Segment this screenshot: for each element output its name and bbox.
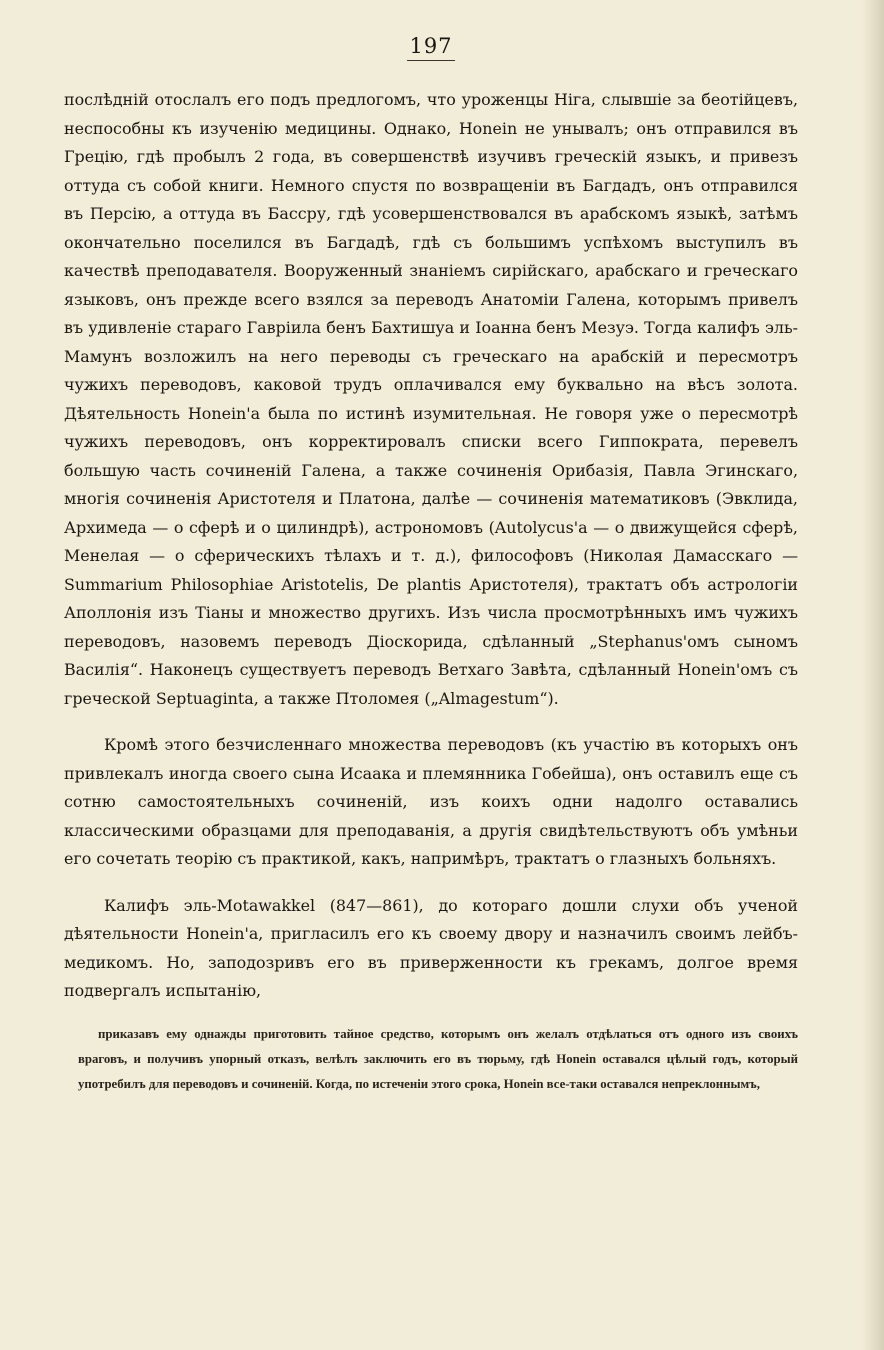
page-number-text: 197: [407, 34, 454, 61]
page-number: [64, 32, 798, 60]
paragraph-3: Калифъ эль-Motawakkel (847—861), до котораго дошли слухи объ ученой дѣятельности Honein'a, пригласилъ его къ своему двору и назначилъ своимъ лейбъ-медикомъ. Но, заподозривъ его въ приверженности къ грекамъ, долгое время подвергалъ испытанію,: [64, 895, 798, 1000]
paragraph-gap: [64, 713, 798, 731]
footnote-text: приказавъ ему однажды приготовить тайное средство, которымъ онъ желалъ отдѣлаться отъ одного изъ своихъ враговъ, и получивъ упорный отказъ, велѣлъ заключить его въ тюрьму, гдѣ Honein оставался цѣлый годъ, который употребилъ для переводовъ и сочиненій. Когда, по истеченіи этого срока, Honein все-таки оставался непреклоннымъ,: [78, 1026, 798, 1092]
page-edge-shadow: [862, 0, 884, 1350]
paragraph-1: послѣдній отослалъ его подъ предлогомъ, что уроженцы Ніга, слывшіе за беотійцевъ, неспособны къ изученію медицины. Однако, Honein не унывалъ; онъ отправился въ Грецію, гдѣ пробылъ 2 года, въ совершенствѣ изучивъ греческій языкъ, и привезъ оттуда съ собой книги. Немного спустя по возвращеніи въ Багдадъ, онъ отправился въ Персію, а оттуда въ Бассру, гдѣ усовершенствовался въ арабскомъ языкѣ, затѣмъ окончательно поселился въ Багдадѣ, гдѣ съ большимъ успѣхомъ выступилъ въ качествѣ преподавателя. Вооруженный знаніемъ сирійскаго, арабскаго и греческаго языковъ, онъ прежде всего взялся за переводъ Анатоміи Галена, которымъ привелъ въ удивленіе стараго Гавріила бенъ Бахтишуа и Іоанна бенъ Мезуэ. Тогда калифъ эль-Мамунъ возложилъ на него переводы съ греческаго на арабскій и пересмотръ чужихъ переводовъ, каковой трудъ оплачивался ему буквально на вѣсъ золота. Дѣятельность Honein'a была по истинѣ изумительная. Не говоря уже о пересмотрѣ чужихъ переводовъ, онъ корректировалъ списки всего Гиппократа, перевелъ большую часть сочиненій Галена, а также сочиненія Орибазія, Павла Эгинскаго, многія сочиненія Аристотеля и Платона, далѣе — сочиненія математиковъ (Эвклида, Архимеда — о сферѣ и о цилиндрѣ), астрономовъ (Autolycus'a — о движущейся сферѣ, Менелая — о сферическихъ тѣлахъ и т. д.), философовъ (Николая Дамасскаго — Summarium Philosophiae Aristotelis, De plantis Аристотеля), трактатъ объ астрологіи Аполлонія изъ Тіаны и множество другихъ. Изъ числа просмотрѣнныхъ имъ чужихъ переводовъ, назовемъ переводъ Діоскорида, сдѣланный „Stephanus'омъ сыномъ Василія“. Наконецъ существуетъ переводъ Ветхаго Завѣта, сдѣланный Honein'омъ съ греческой Septuaginta, а также Птоломея („Almagestum“).: [64, 90, 798, 708]
paragraph-2: Кромѣ этого безчисленнаго множества переводовъ (къ участію въ которыхъ онъ привлекалъ иногда своего сына Исаака и племянника Гобейша), онъ оставилъ еще съ сотню самостоятельныхъ сочиненій, изъ коихъ одни надолго оставались классическими образцами для преподаванія, а другія свидѣтельствуютъ объ умѣньи его сочетать теорію съ практикой, какъ, напримѣръ, трактатъ о глазныхъ больняхъ.: [64, 735, 798, 868]
paragraph-gap: [64, 874, 798, 892]
main-text: [64, 86, 798, 1006]
